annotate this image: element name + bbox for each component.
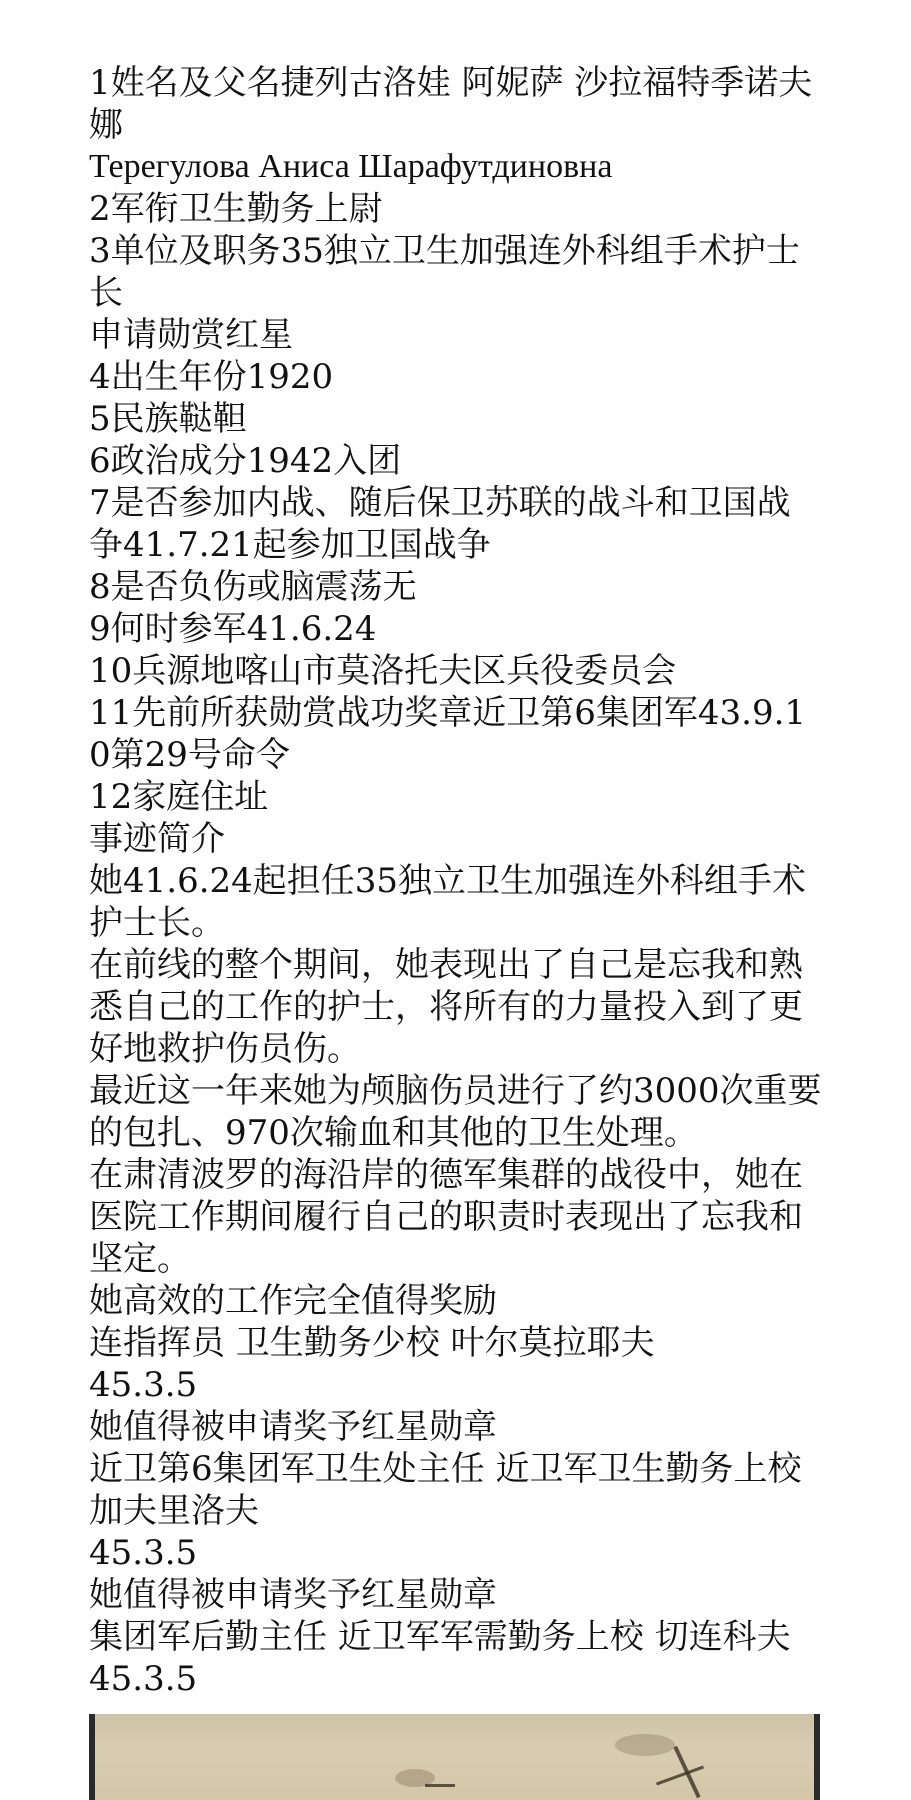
paper-stain: [615, 1734, 675, 1756]
document-text: [89, 62, 824, 1700]
line-political-status: 6政治成分1942入团: [89, 441, 402, 481]
line-medical-chief: 近卫第6集团军卫生处主任 近卫军卫生勤务上校 加夫里洛夫: [89, 1449, 802, 1531]
line-endorsement-1: 她值得被申请奖予红星勋章: [89, 1407, 497, 1447]
line-rank: 2军衔卫生勤务上尉: [89, 189, 383, 229]
handwriting-stroke: [425, 1784, 455, 1787]
line-summary-2: 在前线的整个期间，她表现出了自己是忘我和熟悉自己的工作的护士，将所有的力量投入到了更好地救护伤员伤。: [89, 945, 803, 1069]
handwriting-stroke: [656, 1766, 704, 1786]
line-name-russian: Терегулова Аниса Шарафутдиновна: [89, 148, 613, 185]
line-company-commander: 连指挥员 卫生勤务少校 叶尔莫拉耶夫: [89, 1323, 655, 1363]
line-wounds: 8是否负伤或脑震荡无: [89, 567, 417, 607]
line-summary-heading: 事迹简介: [89, 819, 225, 859]
line-unit-position: 3单位及职务35独立卫生加强连外科组手术护士长: [89, 231, 800, 313]
line-award-request: 申请勋赏红星: [89, 315, 293, 355]
line-summary-4: 在肃清波罗的海沿岸的德军集群的战役中，她在医院工作期间履行自己的职责时表现出了忘我和坚定。: [89, 1155, 803, 1279]
line-date-1: 45.3.5: [89, 1365, 198, 1405]
line-enlistment-date: 9何时参军41.6.24: [89, 609, 377, 649]
line-summary-3: 最近这一年来她为颅脑伤员进行了约3000次重要的包扎、970次输血和其他的卫生处理。: [89, 1071, 822, 1153]
line-endorsement-2: 她值得被申请奖予红星勋章: [89, 1575, 497, 1615]
archival-document-photo: [89, 1714, 820, 1800]
line-previous-awards: 11先前所获勋赏战功奖章近卫第6集团军43.9.10第29号命令: [89, 693, 807, 775]
line-date-2: 45.3.5: [89, 1533, 198, 1573]
line-summary-1: 她41.6.24起担任35独立卫生加强连外科组手术护士长。: [89, 861, 807, 943]
line-birth-year: 4出生年份1920: [89, 357, 334, 397]
line-war-participation: 7是否参加内战、随后保卫苏联的战斗和卫国战争41.7.21起参加卫国战争: [89, 483, 791, 565]
line-draft-origin: 10兵源地喀山市莫洛托夫区兵役委员会: [89, 651, 677, 691]
line-summary-5: 她高效的工作完全值得奖励: [89, 1281, 497, 1321]
line-home-address: 12家庭住址: [89, 777, 269, 817]
line-name-chinese: 1姓名及父名捷列古洛娃 阿妮萨 沙拉福特季诺夫娜: [89, 63, 813, 145]
line-date-3: 45.3.5: [89, 1659, 198, 1699]
line-logistics-chief: 集团军后勤主任 近卫军军需勤务上校 切连科夫: [89, 1617, 791, 1657]
line-nationality: 5民族鞑靼: [89, 399, 247, 439]
